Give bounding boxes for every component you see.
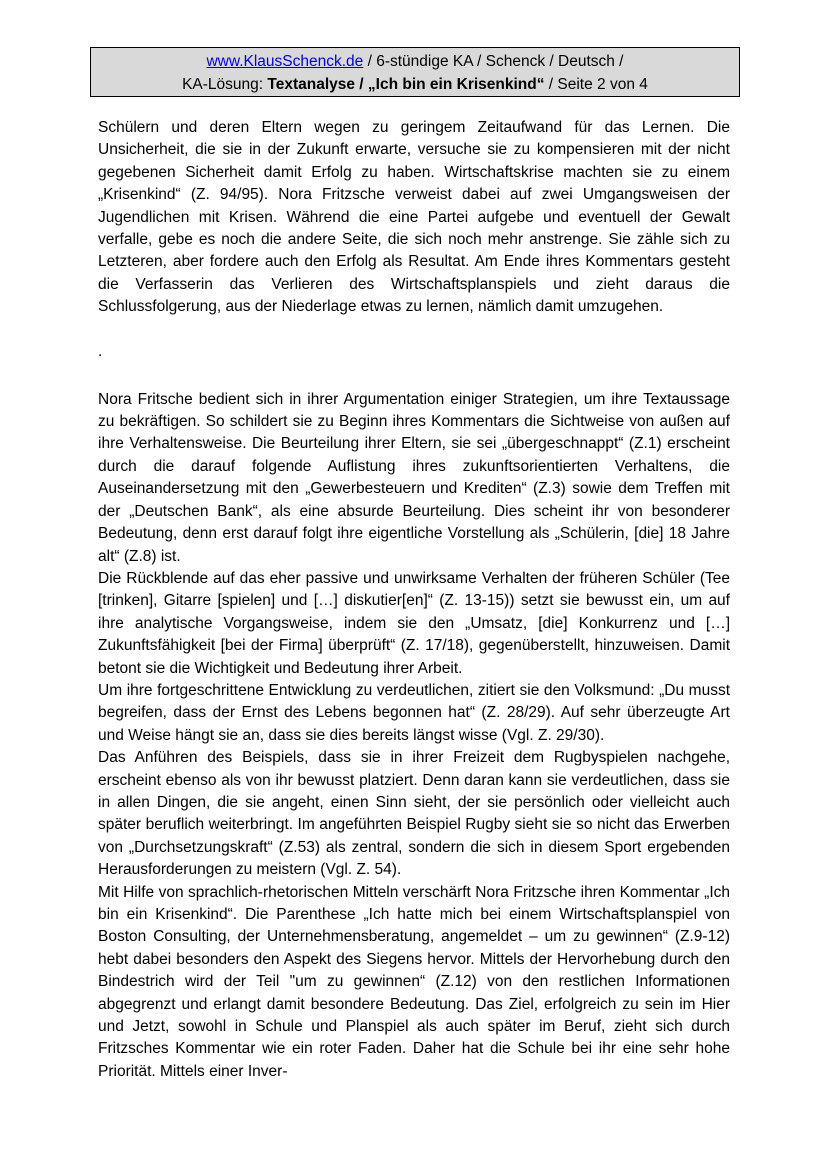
header-line-1-rest: / 6-stündige KA / Schenck / Deutsch /	[363, 53, 624, 70]
header-title: Textanalyse / „Ich bin ein Krisenkind“	[267, 76, 545, 93]
header-line-1	[91, 50, 739, 73]
website-link[interactable]: www.KlausSchenck.de	[206, 53, 364, 70]
paragraph-strategies: Nora Fritsche bedient sich in ihrer Argumentation einiger Strategien, um ihre Textaussage zu bekräftigen. So schildert sie zu Beginn ihres Kommentars die Sichtweise von außen auf ihre Verhaltensweise. Die Beurteilung ihrer Eltern, sie sei „übergeschnappt“ (Z.1) erscheint durch die darauf folgende Auflistung ihres zukunftsorientierten Verhaltens, die Auseinandersetzung mit den „Gewerbesteuern und Krediten“ (Z.3) sowie dem Treffen mit der „Deutschen Bank“, als eine absurde Beurteilung. Dies scheint ihr von besonderer Bedeutung, denn erst darauf folgt ihre eigentliche Vorstellung als „Schülerin, [die] 18 Jahre alt“ (Z.8) ist.	[98, 390, 730, 565]
separator-dot: .	[98, 342, 103, 360]
document-body	[98, 117, 730, 1083]
paragraph-rugby: Das Anführen des Beispiels, dass sie in ihrer Freizeit dem Rugbyspielen nachgehe, erscheint ebenso als von ihr bewusst platziert. Denn daran kann sie verdeutlichen, dass sie in allen Dingen, die sie angeht, einen Sinn sieht, der sie persönlich oder vielleicht auch später beruflich weiterbringt. Im angeführten Beispiel Rugby sieht sie so nicht das Erwerben von „Durchsetzungskraft“ (Z.53) als zentral, sondern die sich in diesem Sport ergebenden Herausforderungen zu meistern (Vgl. Z. 54).	[98, 749, 730, 879]
header-page-info: / Seite 2 von 4	[544, 76, 648, 93]
paragraph-development: Um ihre fortgeschrittene Entwicklung zu verdeutlichen, zitiert sie den Volksmund: „Du musst begreifen, dass der Ernst des Lebens begonnen hat“ (Z. 28/29). Auf sehr überzeugte Art und Weise hängt sie an, dass sie dies bereits längst wisse (Vgl. Z. 29/30).	[98, 681, 730, 744]
paragraph-flashback: Die Rückblende auf das eher passive und unwirksame Verhalten der früheren Schüler (Tee [trinken], Gitarre [spielen] und […] diskutier[en]“ (Z. 13-15)) setzt sie bewusst ein, um auf ihre analytische Vorgangsweise, indem sie den „Umsatz, [die] Konkurrenz und […] Zukunftsfähigkeit [bei der Firma] überprüft“ (Z. 17/18), gegenüberstellt, hinzuweisen. Damit betont sie die Wichtigkeit und Bedeutung ihrer Arbeit.	[98, 569, 730, 677]
paragraph-summary-end: Schülern und deren Eltern wegen zu geringem Zeitaufwand für das Lernen. Die Unsicherheit, die sie in der Zukunft erwarte, versuche sie zu kompensieren mit der nicht gegebenen Sicherheit damit Erfolg zu haben. Wirtschaftskrise machten sie zu einem „Krisenkind“ (Z. 94/95). Nora Fritzsche verweist dabei auf zwei Umgangsweisen der Jugendlichen mit Krisen. Während die eine Partei aufgebe und eventuell der Gewalt verfalle, gebe es noch die andere Seite, die sich noch mehr anstrenge. Sie zähle sich zu Letzteren, aber fordere auch den Erfolg als Resultat. Am Ende ihres Kommentars gesteht die Verfasserin das Verlieren des Wirtschaftsplanspiels und zieht daraus die Schlussfolgerung, aus der Niederlage etwas zu lernen, nämlich damit umzugehen.	[98, 119, 730, 316]
paragraph-rhetoric: Mit Hilfe von sprachlich-rhetorischen Mitteln verschärft Nora Fritzsche ihren Kommentar „Ich bin ein Krisenkind“. Die Parenthese „Ich hatte mich bei einem Wirtschaftsplanspiel von Boston Consulting, der Unternehmensberatung, angemeldet – um zu gewinnen“ (Z.9-12) hebt dabei besonders den Aspekt des Siegens hervor. Mittels der Hervorhebung durch den Bindestrich wird der Teil "um zu gewinnen“ (Z.12) von den restlichen Informationen abgegrenzt und erlangt damit besondere Bedeutung. Das Ziel, erfolgreich zu sein im Hier und Jetzt, sowohl in Schule und Planspiel als auch später im Beruf, zieht sich durch Fritzsches Kommentar wie ein roter Faden. Daher hat die Schule bei ihr eine sehr hohe Priorität. Mittels einer Inver-	[98, 883, 730, 1080]
header-line-2	[91, 73, 739, 96]
header-line-2-prefix: KA-Lösung:	[182, 76, 268, 93]
page-header	[90, 47, 740, 97]
